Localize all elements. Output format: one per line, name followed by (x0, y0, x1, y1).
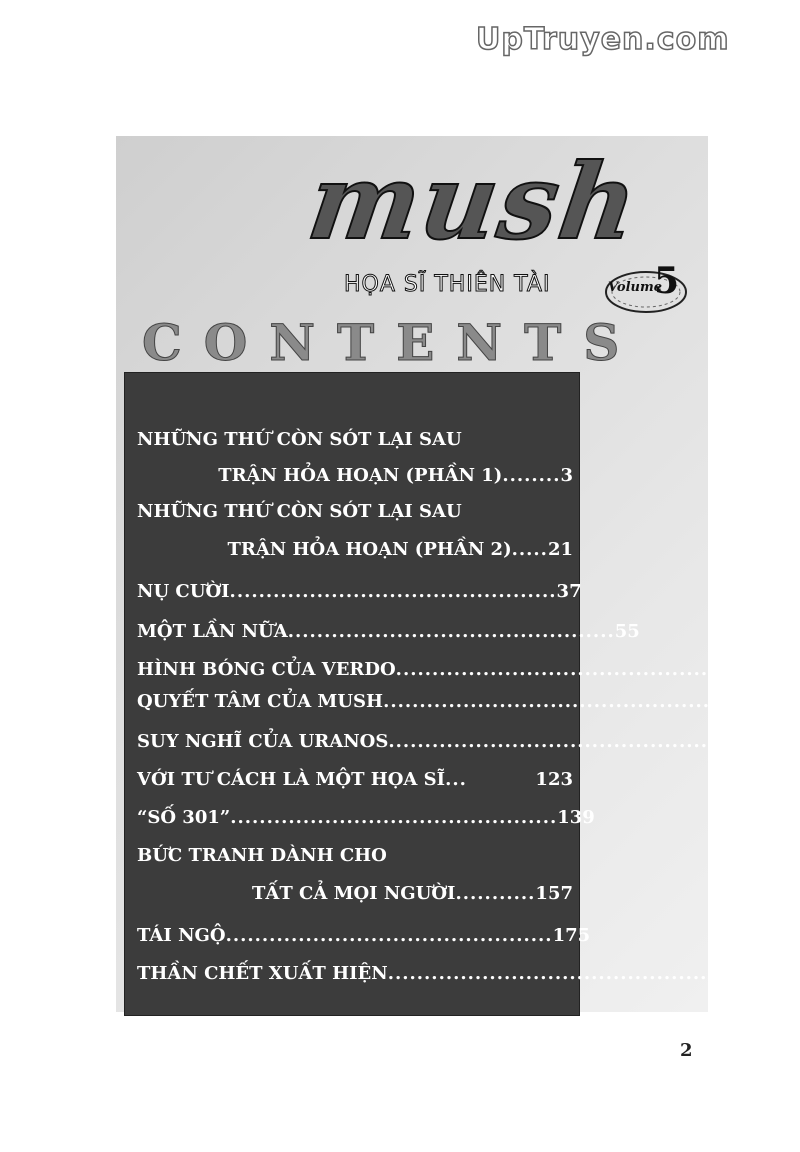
toc-entry (137, 729, 753, 755)
toc-dots: ............................................. (225, 925, 553, 946)
toc-dots: ............................................. (229, 581, 557, 602)
series-subtitle: HỌA SĨ THIÊN TÀI (344, 272, 551, 297)
toc-title: BỨC TRANH DÀNH CHO (137, 845, 387, 866)
toc-dots: ............................................. (387, 963, 715, 984)
toc-page: 71 (722, 659, 748, 680)
toc-dots: ..... (511, 539, 548, 560)
toc-title: NỤ CƯỜI (137, 581, 230, 602)
toc-page: 37 (556, 581, 582, 602)
toc-title: NHỮNG THỨ CÒN SÓT LẠI SAU (137, 429, 462, 450)
toc-entry (137, 689, 736, 715)
series-logo: mush (301, 140, 647, 263)
toc-dots: ............................................. (383, 691, 711, 712)
toc-dots: ............................................. (388, 731, 716, 752)
toc-entry (137, 767, 573, 793)
toc-entry (137, 805, 595, 831)
toc-entry (137, 843, 573, 869)
toc-page: 123 (535, 769, 573, 790)
toc-title: VỚI TƯ CÁCH LÀ MỘT HỌA SĨ (137, 769, 446, 790)
toc-title: TRẬN HỎA HOẠN (PHẦN 1) (218, 465, 503, 486)
toc-dots: ........ (502, 465, 561, 486)
toc-dots: ........... (455, 883, 536, 904)
toc-title: TẤT CẢ MỌI NGƯỜI (251, 883, 456, 904)
toc-title: TRẬN HỎA HOẠN (PHẦN 2) (227, 539, 512, 560)
contents-heading: CONTENTS (142, 313, 642, 372)
toc-entry (137, 427, 573, 453)
toc-page: 105 (715, 731, 753, 752)
toc-page: 3 (560, 465, 573, 486)
toc-box (124, 372, 753, 1016)
toc-page: 55 (614, 621, 640, 642)
toc-title: SUY NGHĨ CỦA URANOS (137, 731, 389, 752)
volume-badge (602, 260, 692, 316)
volume-label: Volume (608, 280, 662, 295)
toc-page: 21 (547, 539, 573, 560)
toc-entry (137, 657, 748, 683)
toc-page: 139 (557, 807, 595, 828)
toc-title: NHỮNG THỨ CÒN SÓT LẠI SAU (137, 501, 462, 522)
toc-title: TÁI NGỘ (137, 925, 226, 946)
toc-dots: ... (445, 769, 467, 790)
toc-page: 87 (710, 691, 736, 712)
volume-number: 5 (654, 260, 680, 302)
toc-entry (137, 579, 582, 605)
toc-entry (137, 463, 573, 489)
toc-entry (137, 923, 591, 949)
toc-title: QUYẾT TÂM CỦA MUSH (137, 691, 384, 712)
toc-page: 194 (714, 963, 753, 984)
page-number: 2 (680, 1040, 693, 1061)
toc-title: “SỐ 301” (137, 807, 231, 828)
toc-entry (137, 961, 753, 987)
watermark: UpTruyen.com (476, 22, 730, 57)
toc-entry (137, 537, 573, 563)
toc-dots: ............................................. (230, 807, 558, 828)
toc-title: HÌNH BÓNG CỦA VERDO (137, 659, 396, 680)
toc-page: 175 (552, 925, 591, 946)
toc-dots: ............................................. (287, 621, 615, 642)
toc-title: MỘT LẦN NỮA (137, 621, 288, 642)
toc-entry (137, 881, 573, 907)
toc-entry (137, 619, 640, 645)
toc-entry (137, 499, 573, 525)
toc-title: THẦN CHẾT XUẤT HIỆN (137, 963, 388, 984)
toc-dots: ............................................. (395, 659, 723, 680)
toc-page: 157 (535, 883, 573, 904)
